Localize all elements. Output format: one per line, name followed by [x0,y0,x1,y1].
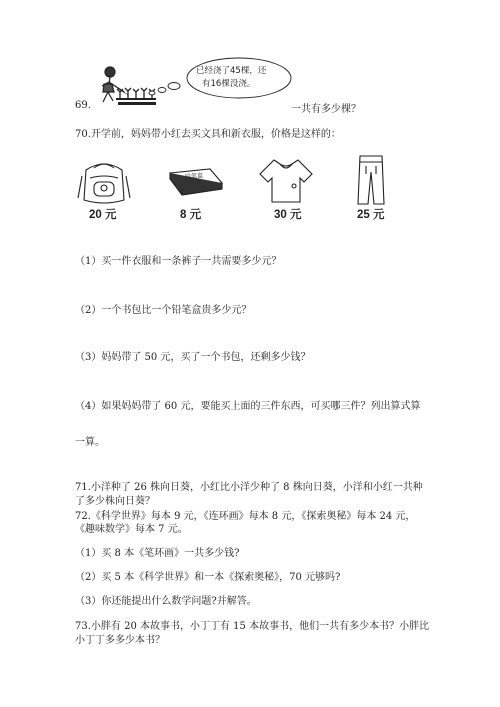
q72-sub3: （3）你还能提出什么数学问题?并解答。 [75,596,257,607]
pencil-box-label: 铅笔盒 [184,172,204,181]
q70-sub4-line2: 一算。 [75,437,105,448]
thought-bubble [149,58,291,98]
q69-question: 一共有多少棵？ [291,104,361,115]
q71-line1: 71.小洋种了 26 株向日葵，小红比小洋少种了 8 株向日葵，小洋和小红一共种 [75,482,423,493]
q70-sub2: （2）一个书包比一个铅笔盒贵多少元？ [75,305,252,316]
bubble-line-2: 有16棵没浇。 [202,79,256,89]
child-watering-icon [102,67,128,102]
q72-line1: 72.《科学世界》每本 9 元，《连环画》每本 8 元，《探索奥秘》每本 24 元， [75,511,416,522]
price-pants: 25 元 [357,209,385,221]
plants-icon [116,88,156,105]
q73-line1: 73.小胖有 20 本故事书，小丁丁有 15 本故事书，他们一共有多少本书？小胖比 [75,621,430,632]
pants-icon [352,152,392,208]
q70-sub3: （3）妈妈带了 50 元，买了一个书包，还剩多少钱？ [75,352,311,363]
q73-line2: 小丁丁多多少本书？ [75,635,165,646]
backpack-icon [74,158,134,208]
price-backpack: 20 元 [89,209,117,221]
q70-sub1: （1）买一件衣服和一条裤子一共需要多少元？ [75,256,282,267]
q71-line2: 了多少株向日葵？ [75,496,155,507]
shirt-icon [256,156,316,206]
q69-number: 69. [75,100,91,111]
price-pencil-box: 8 元 [180,209,202,221]
q72-line2: 《趣味数学》每本 7 元。 [75,524,188,535]
q70-intro: 70.开学前，妈妈带小红去买文具和新衣服，价格是这样的： [75,129,341,140]
q72-sub2: （2）买 5 本《科学世界》和一本《探索奥秘》，70 元够吗? [75,572,341,583]
q72-sub1: （1）买 8 本《笔环画》一共多少钱? [75,548,240,559]
price-shirt: 30 元 [274,209,302,221]
q70-sub4-line1: （4）如果妈妈带了 60 元，要能买上面的三件东西，可买哪三件？列出算式算 [75,401,421,412]
bubble-line-1: 已经浇了45棵，还 [196,66,267,76]
